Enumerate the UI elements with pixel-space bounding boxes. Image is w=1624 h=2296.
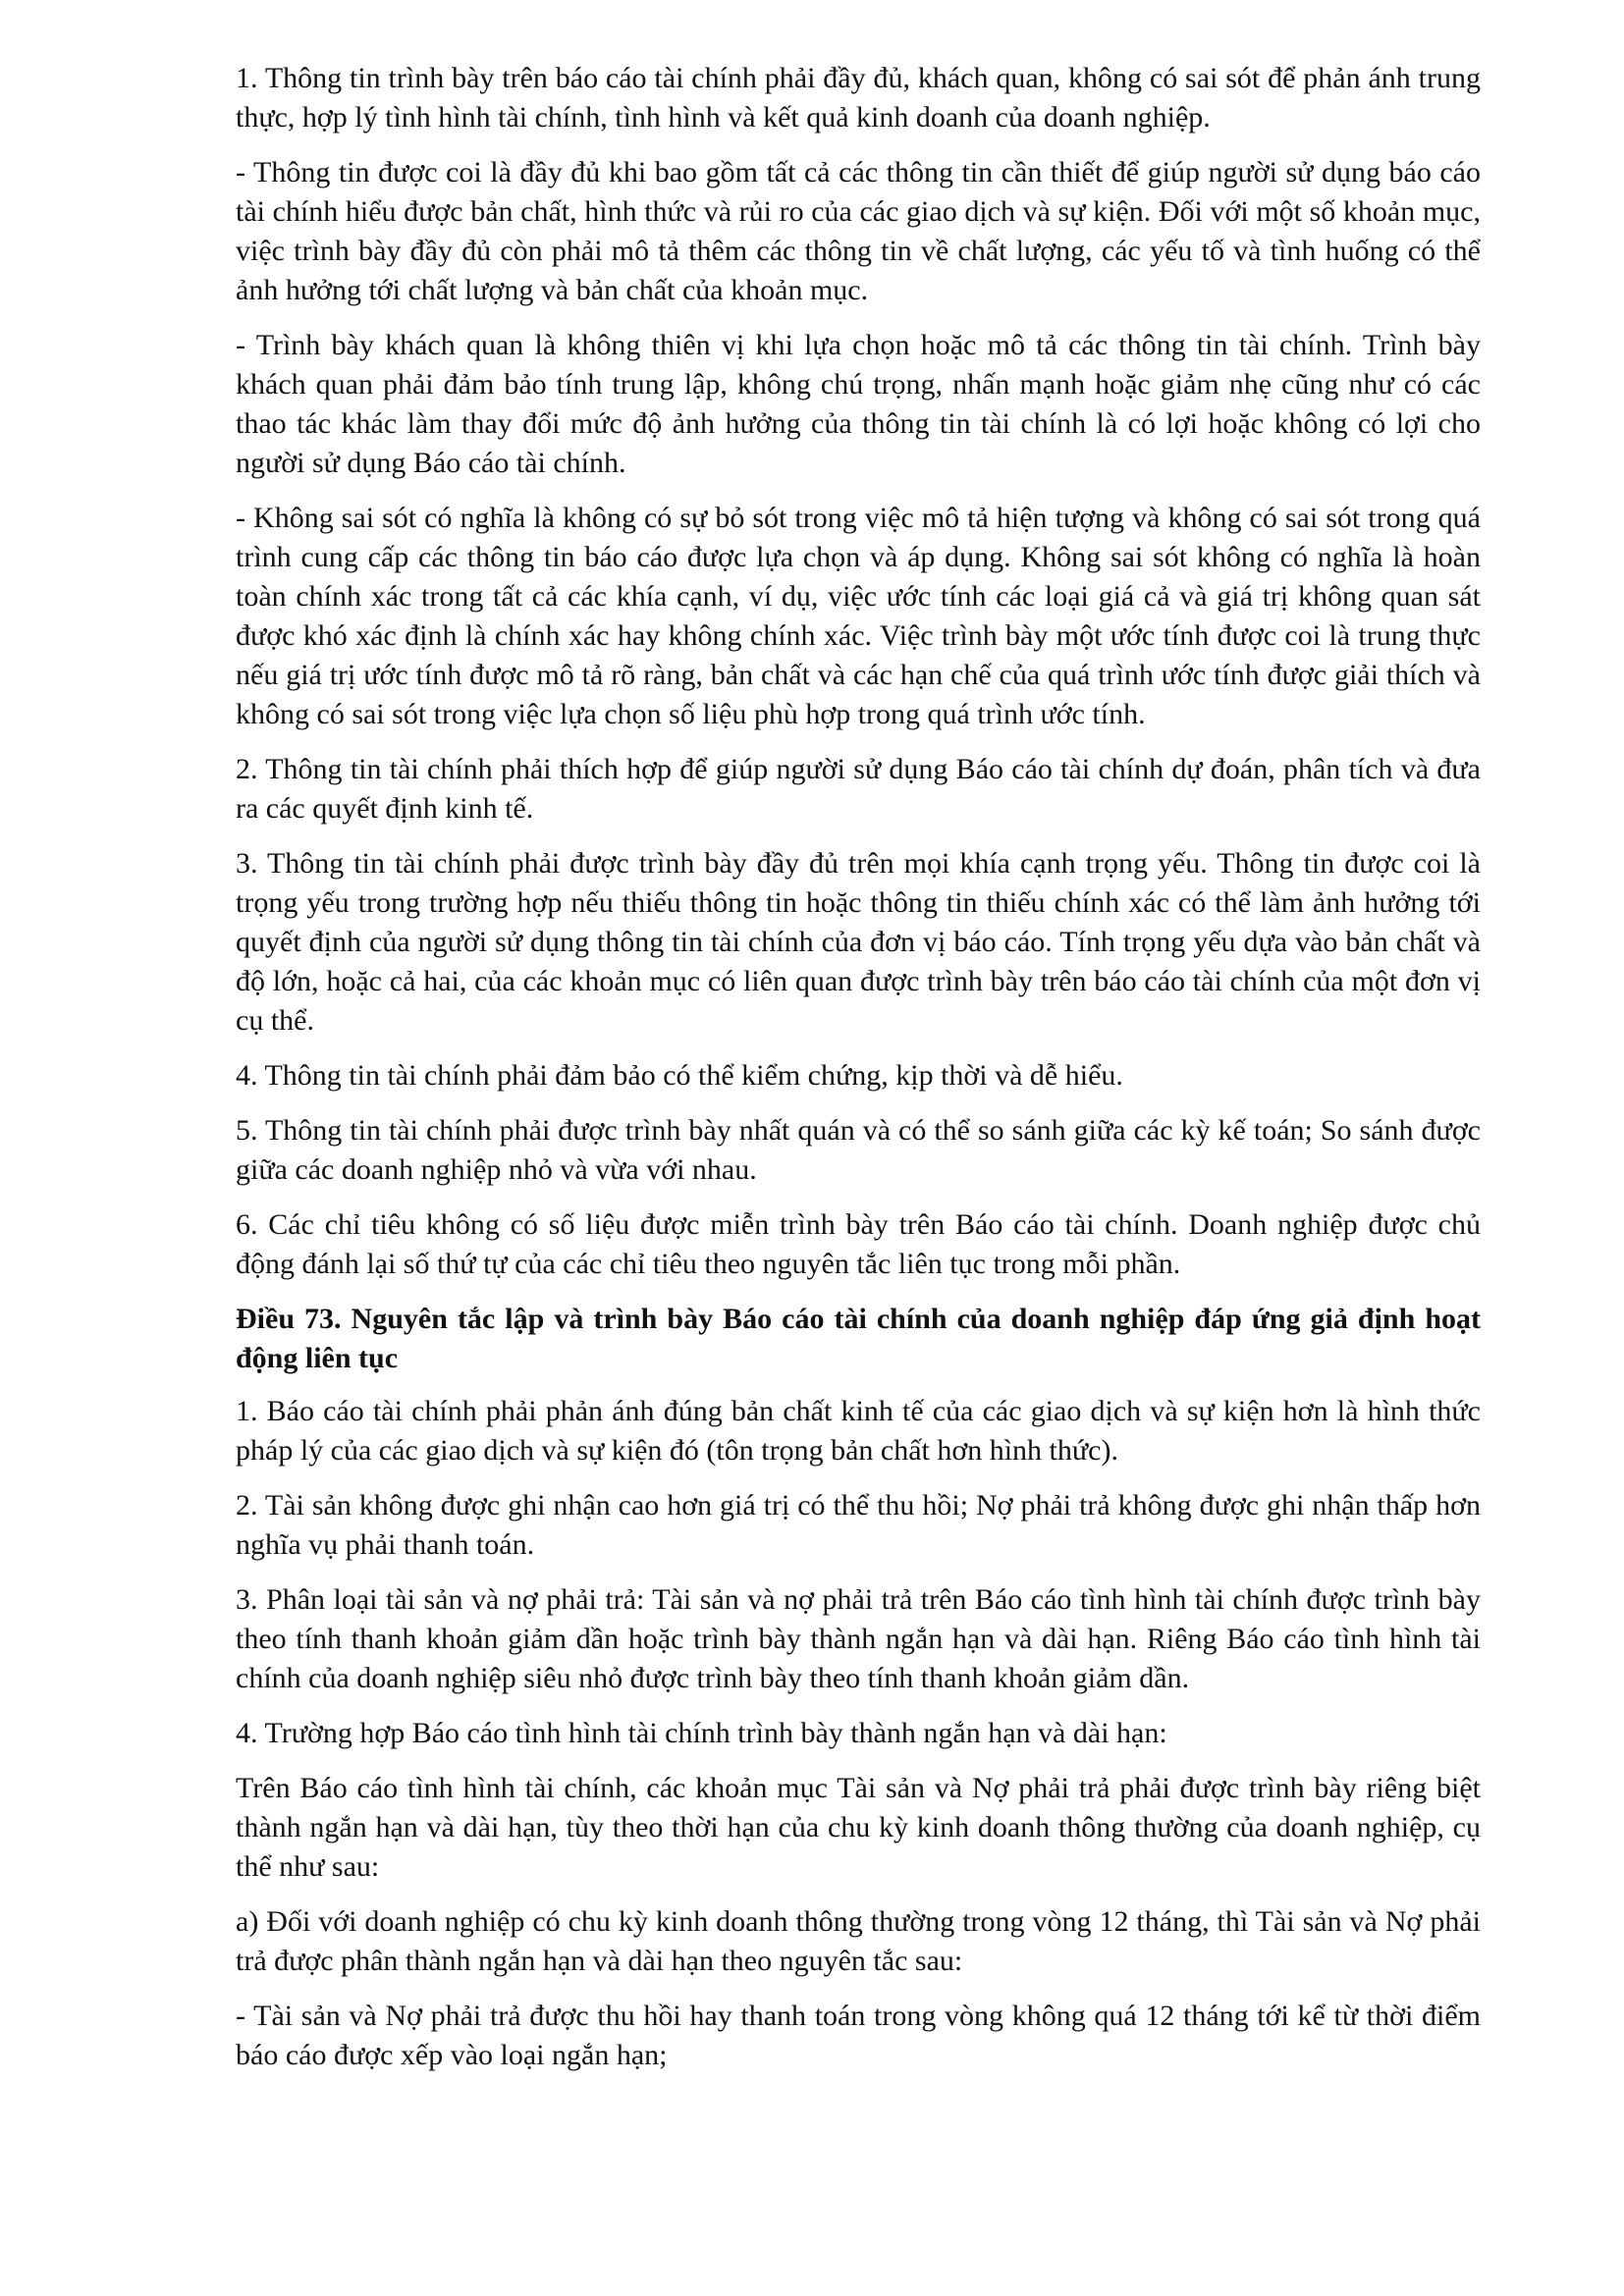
paragraph-2: - Thông tin được coi là đầy đủ khi bao gồm tất cả các thông tin cần thiết để giúp người sử dụng báo cáo tài chính hiểu được bản chất, hình thức và rủi ro của các giao dịch và sự kiện. Đối với một số khoản mục, việc trình bày đầy đủ còn phải mô tả thêm các thông tin về chất lượng, các yếu tố và tình huống có thể ảnh hưởng tới chất lượng và bản chất của khoản mục. <box>236 156 1481 306</box>
paragraph-15: a) Đối với doanh nghiệp có chu kỳ kinh doanh thông thường trong vòng 12 tháng, thì Tài sản và Nợ phải trả được phân thành ngắn hạn và dài hạn theo nguyên tắc sau: <box>236 1905 1481 1977</box>
paragraph-16: - Tài sản và Nợ phải trả được thu hồi hay thanh toán trong vòng không quá 12 tháng tới kể từ thời điểm báo cáo được xếp vào loại ngắn hạn; <box>236 2000 1481 2071</box>
document-page <box>236 59 1481 2091</box>
paragraph-5: 2. Thông tin tài chính phải thích hợp để giúp người sử dụng Báo cáo tài chính dự đoán, phân tích và đưa ra các quyết định kinh tế. <box>236 753 1481 825</box>
paragraph-3: - Trình bày khách quan là không thiên vị khi lựa chọn hoặc mô tả các thông tin tài chính. Trình bày khách quan phải đảm bảo tính trung lập, không chú trọng, nhấn mạnh hoặc giảm nhẹ cũng như có các thao tác khác làm thay đổi mức độ ảnh hưởng của thông tin tài chính là có lợi hoặc không có lợi cho người sử dụng Báo cáo tài chính. <box>236 329 1481 479</box>
paragraph-4: - Không sai sót có nghĩa là không có sự bỏ sót trong việc mô tả hiện tượng và không có sai sót trong quá trình cung cấp các thông tin báo cáo được lựa chọn và áp dụng. Không sai sót không có nghĩa là hoàn toàn chính xác trong tất cả các khía cạnh, ví dụ, việc ước tính các loại giá cả và giá trị không quan sát được khó xác định là chính xác hay không chính xác. Việc trình bày một ước tính được coi là trung thực nếu giá trị ước tính được mô tả rõ ràng, bản chất và các hạn chế của quá trình ước tính được giải thích và không có sai sót trong việc lựa chọn số liệu phù hợp trong quá trình ước tính. <box>236 502 1481 730</box>
paragraph-8: 5. Thông tin tài chính phải được trình bày nhất quán và có thể so sánh giữa các kỳ kế toán; So sánh được giữa các doanh nghiệp nhỏ và vừa với nhau. <box>236 1114 1481 1186</box>
paragraph-11: 2. Tài sản không được ghi nhận cao hơn giá trị có thể thu hồi; Nợ phải trả không được ghi nhận thấp hơn nghĩa vụ phải thanh toán. <box>236 1489 1481 1561</box>
paragraph-1: 1. Thông tin trình bày trên báo cáo tài chính phải đầy đủ, khách quan, không có sai sót để phản ánh trung thực, hợp lý tình hình tài chính, tình hình và kết quả kinh doanh của doanh nghiệp. <box>236 62 1481 133</box>
paragraph-9: 6. Các chỉ tiêu không có số liệu được miễn trình bày trên Báo cáo tài chính. Doanh nghiệp được chủ động đánh lại số thứ tự của các chỉ tiêu theo nguyên tắc liên tục trong mỗi phần. <box>236 1208 1481 1280</box>
paragraph-10: 1. Báo cáo tài chính phải phản ánh đúng bản chất kinh tế của các giao dịch và sự kiện hơn là hình thức pháp lý của các giao dịch và sự kiện đó (tôn trọng bản chất hơn hình thức). <box>236 1395 1481 1467</box>
paragraph-7: 4. Thông tin tài chính phải đảm bảo có thể kiểm chứng, kịp thời và dễ hiểu. <box>236 1059 1123 1092</box>
article-heading: Điều 73. Nguyên tắc lập và trình bày Báo cáo tài chính của doanh nghiệp đáp ứng giả định hoạt động liên tục <box>236 1303 1481 1374</box>
paragraph-14: Trên Báo cáo tình hình tài chính, các khoản mục Tài sản và Nợ phải trả phải được trình bày riêng biệt thành ngắn hạn và dài hạn, tùy theo thời hạn của chu kỳ kinh doanh thông thường của doanh nghiệp, cụ thể như sau: <box>236 1772 1481 1883</box>
paragraph-6: 3. Thông tin tài chính phải được trình bày đầy đủ trên mọi khía cạnh trọng yếu. Thông tin được coi là trọng yếu trong trường hợp nếu thiếu thông tin hoặc thông tin thiếu chính xác có thể làm ảnh hưởng tới quyết định của người sử dụng thông tin tài chính của đơn vị báo cáo. Tính trọng yếu dựa vào bản chất và độ lớn, hoặc cả hai, của các khoản mục có liên quan được trình bày trên báo cáo tài chính của một đơn vị cụ thể. <box>236 847 1481 1037</box>
paragraph-12: 3. Phân loại tài sản và nợ phải trả: Tài sản và nợ phải trả trên Báo cáo tình hình tài chính được trình bày theo tính thanh khoản giảm dần hoặc trình bày thành ngắn hạn và dài hạn. Riêng Báo cáo tình hình tài chính của doanh nghiệp siêu nhỏ được trình bày theo tính thanh khoản giảm dần. <box>236 1583 1481 1694</box>
paragraph-13: 4. Trường hợp Báo cáo tình hình tài chính trình bày thành ngắn hạn và dài hạn: <box>236 1717 1167 1749</box>
